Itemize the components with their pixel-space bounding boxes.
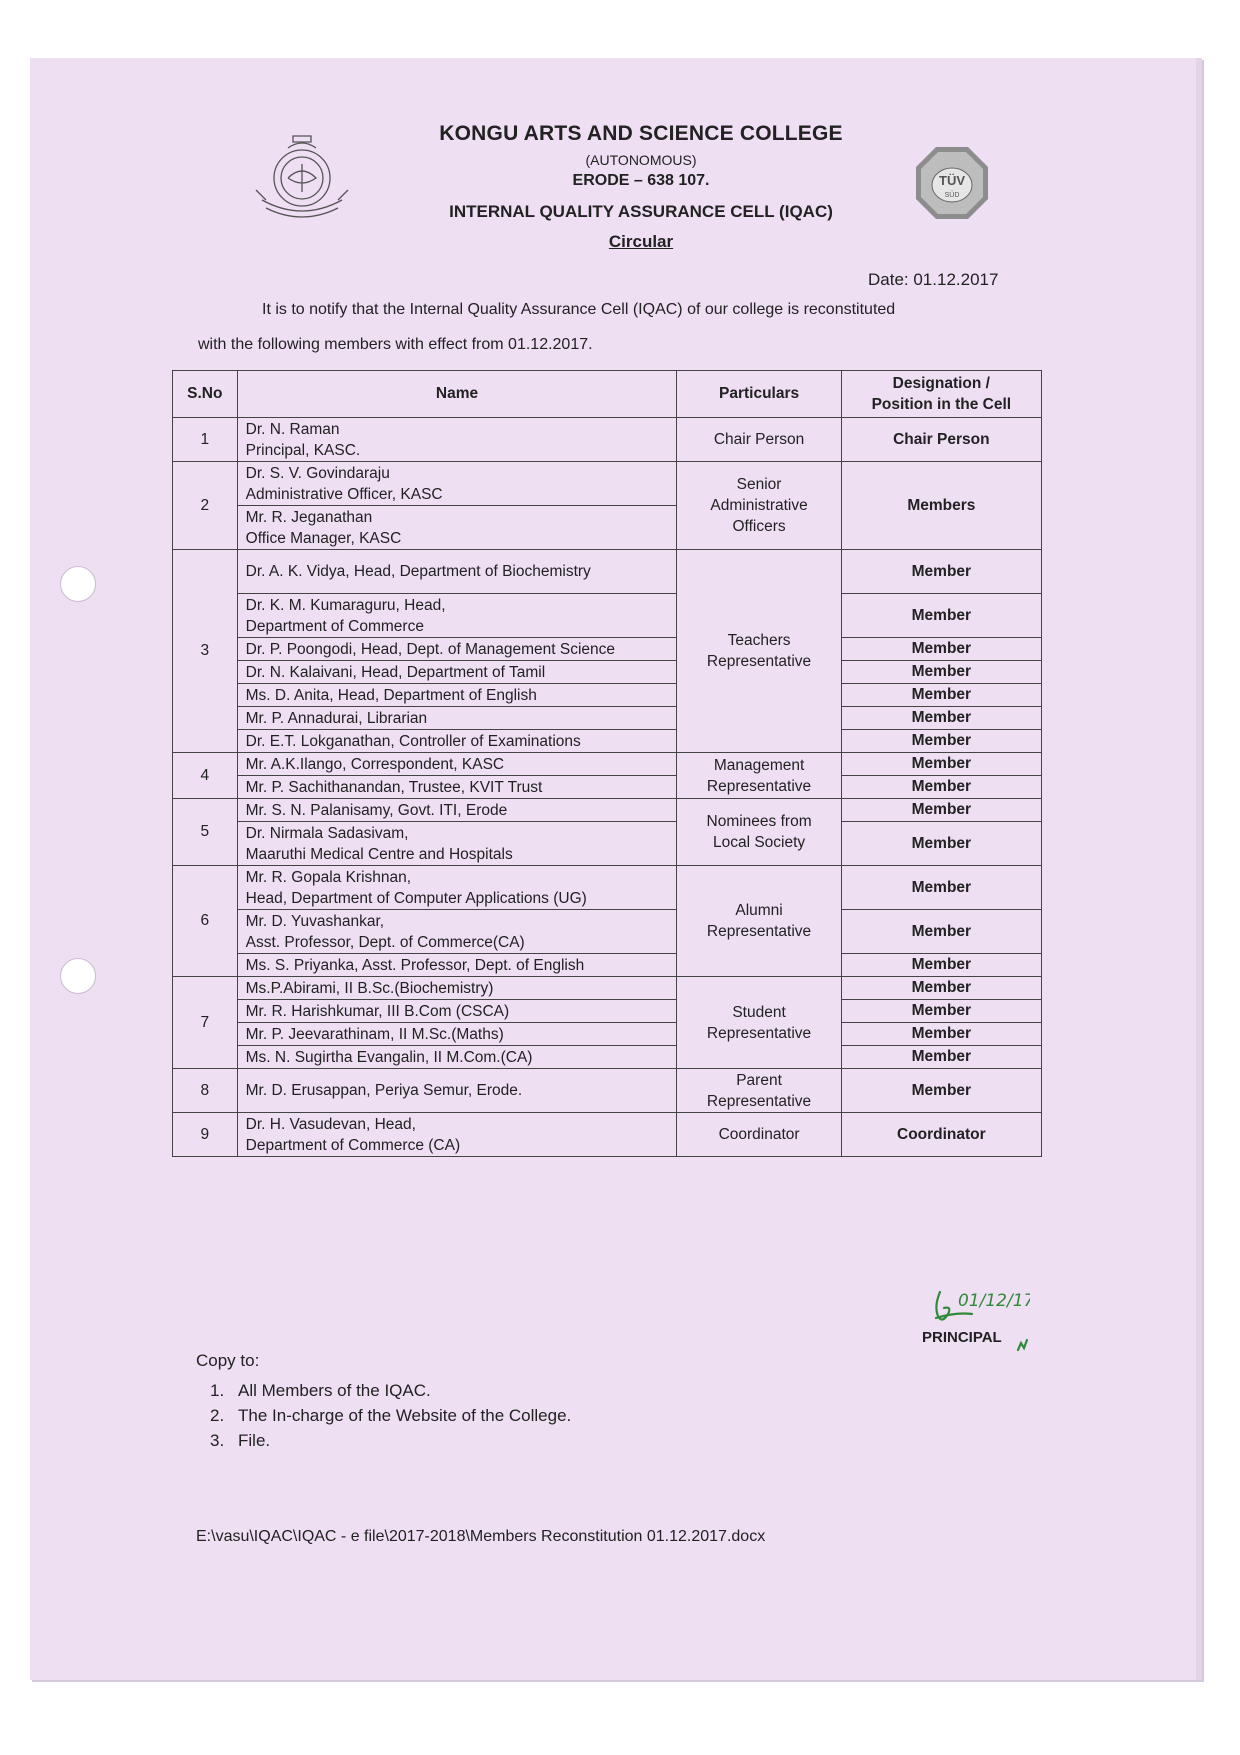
designation: Member	[841, 684, 1041, 707]
cell-name: INTERNAL QUALITY ASSURANCE CELL (IQAC)	[449, 202, 833, 221]
particulars: Teachers Representative	[677, 550, 841, 753]
intro-line-2: with the following members with effect from 01.12.2017.	[198, 336, 593, 353]
table-row	[173, 661, 1042, 684]
table-row	[173, 1113, 1042, 1157]
particulars: Senior Administrative Officers	[677, 462, 841, 550]
member-name: Dr. A. K. Vidya, Head, Department of Biochemistry	[237, 550, 677, 594]
table-row	[173, 1000, 1042, 1023]
intro-line-1: It is to notify that the Internal Quality Assurance Cell (IQAC) of our college is reconstituted	[262, 301, 896, 318]
designation: Member	[841, 1069, 1041, 1113]
table-row	[173, 753, 1042, 776]
particulars: Coordinator	[677, 1113, 841, 1157]
particulars: Chair Person	[677, 418, 841, 462]
college-address: ERODE – 638 107.	[572, 172, 710, 189]
header-particulars: Particulars	[677, 371, 841, 418]
member-name: Dr. P. Poongodi, Head, Dept. of Management Science	[237, 638, 677, 661]
table-row	[173, 866, 1042, 910]
table-row	[173, 684, 1042, 707]
scanned-page	[30, 58, 1202, 1680]
list-item: 2. The In-charge of the Website of the College.	[210, 1406, 572, 1425]
designation: Member	[841, 638, 1041, 661]
handwritten-signature-icon	[920, 1278, 1030, 1358]
table-row	[173, 799, 1042, 822]
designation: Member	[841, 753, 1041, 776]
circular-date: Date: 01.12.2017	[868, 270, 999, 289]
serial-number: 1	[173, 418, 238, 462]
designation: Member	[841, 1000, 1041, 1023]
table-row	[173, 462, 1042, 506]
member-name: Ms.P.Abirami, II B.Sc.(Biochemistry)	[237, 977, 677, 1000]
serial-number: 2	[173, 462, 238, 550]
punch-hole	[60, 958, 96, 994]
member-name: Mr. D. Yuvashankar, Asst. Professor, Dept. of Commerce(CA)	[237, 910, 677, 954]
serial-number: 3	[173, 550, 238, 753]
designation: Chair Person	[841, 418, 1041, 462]
member-name: Mr. R. Gopala Krishnan, Head, Department of Computer Applications (UG)	[237, 866, 677, 910]
serial-number: 8	[173, 1069, 238, 1113]
member-name: Dr. S. V. Govindaraju Administrative Officer, KASC	[237, 462, 677, 506]
table-row	[173, 776, 1042, 799]
member-name: Mr. A.K.Ilango, Correspondent, KASC	[237, 753, 677, 776]
table-row	[173, 1046, 1042, 1069]
list-item: 1. All Members of the IQAC.	[210, 1381, 431, 1400]
member-name: Mr. P. Annadurai, Librarian	[237, 707, 677, 730]
members-table	[172, 370, 1042, 1157]
member-name: Dr. Nirmala Sadasivam, Maaruthi Medical Centre and Hospitals	[237, 822, 677, 866]
table-row	[173, 822, 1042, 866]
member-name: Dr. H. Vasudevan, Head, Department of Commerce (CA)	[237, 1113, 677, 1157]
page-edge	[1196, 58, 1202, 1680]
designation: Coordinator	[841, 1113, 1041, 1157]
designation: Member	[841, 1046, 1041, 1069]
designation: Member	[841, 910, 1041, 954]
table-row	[173, 550, 1042, 594]
file-path: E:\vasu\IQAC\IQAC - e file\2017-2018\Members Reconstitution 01.12.2017.docx	[196, 1528, 766, 1545]
serial-number: 7	[173, 977, 238, 1069]
punch-hole	[60, 566, 96, 602]
member-name: Mr. R. Jeganathan Office Manager, KASC	[237, 506, 677, 550]
particulars: Student Representative	[677, 977, 841, 1069]
serial-number: 5	[173, 799, 238, 866]
designation: Member	[841, 776, 1041, 799]
serial-number: 4	[173, 753, 238, 799]
list-item: 3. File.	[210, 1431, 271, 1450]
svg-text:01/12/17: 01/12/17	[958, 1291, 1030, 1311]
member-name: Mr. R. Harishkumar, III B.Com (CSCA)	[237, 1000, 677, 1023]
member-name: Ms. N. Sugirtha Evangalin, II M.Com.(CA)	[237, 1046, 677, 1069]
table-row	[173, 730, 1042, 753]
table-row	[173, 594, 1042, 638]
letterhead	[30, 122, 1202, 252]
particulars: Parent Representative	[677, 1069, 841, 1113]
designation: Member	[841, 730, 1041, 753]
designation: Member	[841, 550, 1041, 594]
member-name: Dr. K. M. Kumaraguru, Head, Department of Commerce	[237, 594, 677, 638]
particulars: Management Representative	[677, 753, 841, 799]
member-name: Dr. N. Kalaivani, Head, Department of Tamil	[237, 661, 677, 684]
header-designation: Designation / Position in the Cell	[841, 371, 1041, 418]
member-name: Ms. D. Anita, Head, Department of English	[237, 684, 677, 707]
table-row	[173, 418, 1042, 462]
table-row	[173, 638, 1042, 661]
designation: Member	[841, 1023, 1041, 1046]
svg-text:TÜV: TÜV	[939, 173, 965, 188]
designation: Member	[841, 799, 1041, 822]
autonomous-label: (AUTONOMOUS)	[585, 152, 697, 168]
member-name: Mr. P. Jeevarathinam, II M.Sc.(Maths)	[237, 1023, 677, 1046]
particulars: Alumni Representative	[677, 866, 841, 977]
header-sno: S.No	[173, 371, 238, 418]
header-name: Name	[237, 371, 677, 418]
svg-text:SÜD: SÜD	[944, 192, 960, 199]
designation: Member	[841, 822, 1041, 866]
member-name: Mr. D. Erusappan, Periya Semur, Erode.	[237, 1069, 677, 1113]
copy-to-list	[210, 1378, 571, 1453]
member-name: Ms. S. Priyanka, Asst. Professor, Dept. of English	[237, 954, 677, 977]
designation: Members	[841, 462, 1041, 550]
designation: Member	[841, 866, 1041, 910]
table-row	[173, 954, 1042, 977]
table-row	[173, 1023, 1042, 1046]
member-name: Dr. E.T. Lokganathan, Controller of Examinations	[237, 730, 677, 753]
copy-to-heading: Copy to:	[196, 1351, 260, 1370]
member-name: Dr. N. Raman Principal, KASC.	[237, 418, 677, 462]
designation: Member	[841, 954, 1041, 977]
serial-number: 6	[173, 866, 238, 977]
table-row	[173, 1069, 1042, 1113]
table-row	[173, 707, 1042, 730]
table-row	[173, 977, 1042, 1000]
designation: Member	[841, 661, 1041, 684]
member-name: Mr. P. Sachithanandan, Trustee, KVIT Trust	[237, 776, 677, 799]
principal-title: PRINCIPAL	[922, 1329, 1002, 1346]
designation: Member	[841, 977, 1041, 1000]
college-name: KONGU ARTS AND SCIENCE COLLEGE	[439, 122, 843, 145]
circular-title: Circular	[608, 232, 674, 251]
table-row	[173, 910, 1042, 954]
designation: Member	[841, 707, 1041, 730]
designation: Member	[841, 594, 1041, 638]
particulars: Nominees from Local Society	[677, 799, 841, 866]
serial-number: 9	[173, 1113, 238, 1157]
table-header-row	[173, 371, 1042, 418]
member-name: Mr. S. N. Palanisamy, Govt. ITI, Erode	[237, 799, 677, 822]
